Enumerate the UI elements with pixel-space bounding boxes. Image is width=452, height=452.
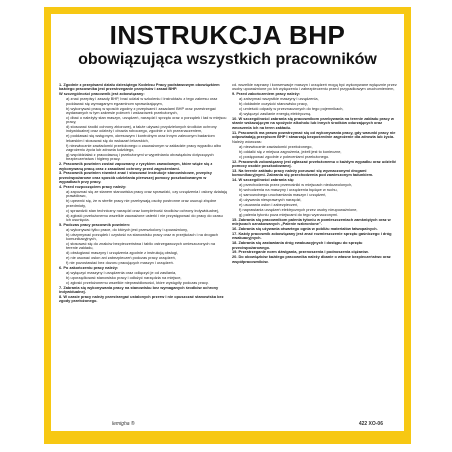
instruction-paragraph: b) oddalić się z miejsca zagrożenia, jeżeli jest to konieczne, [239, 148, 342, 154]
instruction-paragraph: a) znać przepisy i zasady BHP, brać udział w szkoleniu i instruktażu z tego zakresu oraz poddawać się wymaganym egzaminom sprawdzającym, [66, 96, 218, 106]
instruction-paragraph: 11. Pracownik ma prawo powstrzymać się od wykonywania pracy, gdy warunki pracy nie odpowiadają przepisom BHP i stwarzają bezpośrednie zagrożenie dla zdrowia lub życia. [232, 129, 396, 139]
instruction-paragraph: cd. wszelkie naprawy i konserwacje maszyn i urządzeń mogą być wykonywane wyłącznie przez osoby upoważnione po ich wyłączeniu i zabezpieczeniu przed przypadkowym uruchomieniem, [232, 82, 397, 92]
instruction-paragraph: 7. Zabrania się wykonywania pracy na stanowisku bez wymaganych środków ochrony indywidualnej. [59, 284, 219, 295]
instruction-paragraph: e) usuwania osłon i zabezpieczeń, [239, 201, 299, 207]
instruction-paragraph: 12. Pracownik zobowiązany jest zgłaszać przełożonemu o każdym wypadku oraz udzielić pomocy osobie poszkodowanej. [232, 158, 397, 168]
sign-footer [59, 420, 396, 430]
instruction-paragraph: e) nie usuwać osłon ani zabezpieczeń podczas pracy urządzeń, [66, 255, 176, 261]
instruction-paragraph: g) współdziałać z pracodawcą i przełożonymi w wypełnianiu obowiązków dotyczących bezpieczeństwa i higieny pracy. [66, 151, 214, 162]
instruction-paragraph: 18. Zabrania się zastawiania dróg ewakuacyjnych i dostępu do sprzętu przeciwpożarowego. [232, 240, 363, 250]
instruction-paragraph: 13. Na terenie zakładu pracy należy poruszać się wyznaczonymi drogami komunikacyjnymi. Zabrania się przechodzenia pod zawieszonym ładunkiem. [232, 167, 374, 178]
instruction-paragraph: 6. Po zakończeniu pracy należy: [59, 265, 119, 271]
instruction-paragraph: a) przechodzenia przez przenośniki w miejscach niedozwolonych, [239, 182, 353, 188]
instruction-paragraph: d) stosować środki ochrony zbiorowej, a także używać przydzielonych środków ochrony indywidualnej oraz odzieży i obuwia roboczego, zgodnie z ich przeznaczeniem, [66, 124, 217, 134]
instruction-paragraph: 3. Pracownik powinien również znać i stosować instrukcje stanowiskowe, przepisy przeciwpożarowe oraz sposób udzielania pierwszej pomocy poszkodowanym w wypadkach przy pracy. [59, 170, 212, 185]
instruction-paragraph: c) dbać o należyty stan maszyn, urządzeń, narzędzi i sprzętu oraz o porządek i ład w miejscu pracy, [66, 114, 227, 125]
instruction-paragraph: 9. Przed zakończeniem pracy należy: [232, 91, 301, 97]
instruction-paragraph: 8. W czasie pracy należy przestrzegać ustalonych przerw i nie opuszczać stanowiska bez zgody przełożonego. [59, 294, 224, 304]
instruction-paragraph: a) zapoznać się ze stanem stanowiska pracy oraz sprawdzić, czy urządzenia i osłony działają prawidłowo, [66, 189, 227, 199]
instruction-paragraph: 4. Przed rozpoczęciem pracy należy: [59, 184, 127, 190]
instruction-paragraph: 2. Pracownik powinien zostać zapoznany z ryzykiem zawodowym, które wiąże się z wykonywaną pracą oraz z zasadami ochrony przed zagrożeniami. [59, 161, 213, 171]
instruction-paragraph: 16. Zabrania się używania otwartego ognia w pobliżu materiałów łatwopalnych. [232, 225, 378, 231]
instruction-paragraph: 10. W szczególności zabrania się pracownikom przebywania na terenie zakładu pracy w stanie wskazującym na spożycie alkoholu lub innych środków odurzających oraz wnoszenia ich na teren zakładu. [232, 115, 394, 130]
instruction-paragraph: g) palenia tytoniu poza miejscami do tego wyznaczonymi. [239, 211, 339, 217]
product-code: 422 XO-06 [358, 421, 383, 427]
instruction-paragraph: b) wchodzenia na maszyny i urządzenia będące w ruchu, [239, 187, 338, 193]
instruction-paragraph: W szczególności pracownik jest zobowiązany: [59, 91, 145, 97]
instruction-paragraph: d) wyłączyć zasilanie energią elektryczną. [239, 111, 312, 117]
instruction-paragraph: a) wykonywać tylko prace, do których jest przeszkolony i upoważniony, [66, 226, 188, 232]
instruction-paragraph: b) uporządkować stanowisko pracy i odłożyć narzędzia na miejsce, [66, 274, 182, 280]
instruction-paragraph: 20. Do obowiązków każdego pracownika należy dbanie o własne bezpieczeństwo oraz współpracowników. [232, 254, 391, 264]
brand-label: lemigha ® [112, 421, 135, 427]
instruction-paragraph: d) używania niesprawnych narzędzi, [239, 196, 302, 202]
instruction-paragraph: b) upewnić się, że w strefie pracy nie przebywają osoby postronne oraz usunąć zbędne przedmioty, [66, 198, 217, 208]
right-column [232, 83, 400, 265]
instruction-paragraph: e) poddawać się wstępnym, okresowym i kontrolnym oraz innym zaleconym badaniom lekarskim i stosować się do wskazań lekarskich, [66, 133, 215, 143]
instruction-paragraph: d) obsługiwać maszyny i urządzenia zgodnie z instrukcją obsługi, [66, 250, 179, 256]
instruction-paragraph: a) wyłączyć maszyny i urządzenia oraz odłączyć je od zasilania, [66, 270, 177, 275]
sign-title: INSTRUKCJA BHP [109, 20, 346, 50]
instruction-paragraph: Należy wówczas: [232, 138, 262, 144]
sign-subtitle: obowiązująca wszystkich pracowników [78, 51, 377, 68]
instruction-paragraph: d) zgłosić przełożonemu wszelkie zauważone usterki i nie przystępować do pracy do czasu ich usunięcia. [66, 212, 223, 222]
instruction-paragraph: 14. W szczególności zabrania się: [232, 177, 295, 183]
instruction-paragraph: 1. Zgodnie z przepisami działu dziesiątego Kodeksu Pracy podstawowym obowiązkiem każdego pracownika jest przestrzeganie przepisów i zasad BHP. [59, 82, 220, 92]
instruction-paragraph: b) dokładnie oczyścić stanowisko pracy, [239, 101, 308, 107]
instruction-paragraph: 5. Podczas pracy pracownik powinien: [59, 221, 131, 227]
instruction-paragraph: f) naprawiania urządzeń elektrycznych przez osoby nieupoważnione, [239, 206, 358, 212]
instruction-paragraph: 15. Zabrania się pracownikom palenia tytoniu w pomieszczeniach zamkniętych oraz w miejscach oznakowanych „Palenie wzbronione”. [232, 216, 391, 227]
left-column [59, 83, 227, 304]
instruction-paragraph: b) utrzymywać porządek i czystość na stanowisku pracy oraz w przejściach i na drogach komunikacyjnych, [66, 231, 219, 242]
instruction-paragraph: 17. Każdy pracownik zobowiązany jest znać rozmieszczenie sprzętu gaśniczego i dróg ewakuacyjnych. [232, 230, 392, 241]
instruction-paragraph: c) umieścić odpady w przeznaczonych do tego pojemnikach, [239, 106, 344, 112]
instruction-paragraph: f) nie pozostawiać bez dozoru pracujących maszyn i urządzeń. [66, 260, 174, 266]
instruction-paragraph: a) zatrzymać wszystkie maszyny i urządzenia, [239, 96, 319, 102]
safety-sign [44, 7, 411, 444]
instruction-paragraph: c) sprawdzić stan techniczny narzędzi oraz kompletność środków ochrony indywidualnej, [66, 207, 219, 213]
instruction-paragraph: f) niezwłocznie zawiadomić przełożonego o zauważonym w zakładzie pracy wypadku albo zagrożeniu życia lub zdrowia ludzkiego, [66, 142, 222, 152]
instruction-paragraph: c) postępować zgodnie z poleceniami przełożonego. [239, 153, 330, 159]
instruction-paragraph: c) stosować się do znaków bezpieczeństwa i tablic ostrzegawczych umieszczonych na terenie zakładu, [66, 240, 215, 251]
sign-content [51, 14, 404, 431]
instruction-paragraph: c) samowolnego uruchamiania maszyn i urządzeń, [239, 192, 327, 197]
instruction-paragraph: c) zgłosić przełożonemu wszelkie nieprawidłowości, które wystąpiły podczas pracy. [66, 279, 209, 285]
instruction-paragraph: 19. Przestrzeganie norm dźwigania, przenoszenia i podnoszenia ciężarów. [232, 249, 369, 255]
instruction-paragraph: b) wykonywać pracę w sposób zgodny z przepisami i zasadami BHP oraz przestrzegać wydawanych w tym zakresie poleceń i wskazówek przełożonych, [66, 105, 216, 115]
instruction-paragraph: a) niezwłocznie zawiadomić przełożonego, [239, 143, 313, 149]
